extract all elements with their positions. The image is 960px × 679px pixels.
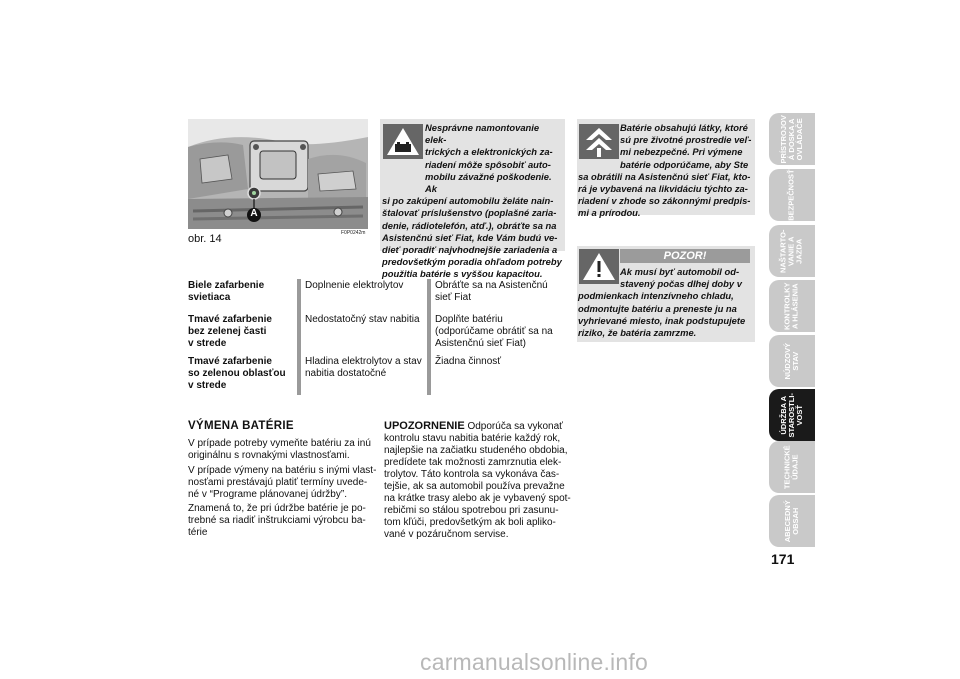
warning-line: dieť poradiť najvhodnejšie zariadenia a [382,244,558,256]
table-cell-state [188,280,264,304]
warning-line: batérie odporúčame, aby Ste [620,158,749,170]
cell-line: Žiadna činnosť [435,356,502,367]
upozornenie-paragraph [384,420,571,541]
table-cell-action [435,356,501,368]
para-line: Znamená to, že pri údržbe batérie je po- [188,503,366,514]
table-cell-action [435,314,553,350]
tab-label: KONTROLKY A HLÁSENIA [782,282,800,330]
para-line: térie [188,527,208,538]
warning-line: denie, rádiotelefón, atď.), obráťte sa na [382,219,557,231]
pozor-line: Ak musí byť automobil od- [620,266,740,277]
cell-line: Tmavé zafarbenie [188,356,272,367]
cell-line: Asistenčnú sieť Fiat) [435,338,527,349]
cell-line: nabitia dostatočné [305,368,387,379]
tab-nudzovy-stav[interactable] [769,335,815,387]
para-line: rebičmi so stálou spotrebou pri zasunu- [384,505,559,516]
para-line: trolytov. Táto kontrola sa vykonáva čas- [384,469,560,480]
section-paragraph [188,465,376,501]
para-line: né v “Programe plánovanej údržby”. [188,489,347,500]
warning-text-environment [578,122,754,220]
table-cell-meaning [305,356,422,380]
page-number: 171 [771,551,795,567]
section-title: VÝMENA BATÉRIE [188,420,294,432]
warning-text-installation [382,122,563,281]
warning-line: Nesprávne namontovanie elek- [425,122,540,146]
para-line: nosťami prestávajú platiť termíny uvede- [188,477,368,488]
warning-line: Asistenčnú sieť Fiat, kde Vám budú ve- [382,231,558,243]
cell-line: Hladina elektrolytov a stav [305,356,422,367]
warning-line: si po zakúpení automobilu želáte nain- [382,195,554,207]
tab-kontrolky[interactable] [769,280,815,332]
tab-label: BEZPEČNOSŤ [786,169,796,221]
warning-line: mi nebezpečné. Pri výmene [620,146,743,158]
warning-line: rá je vybavená na likvidáciu týchto za- [578,183,748,195]
pozor-line: podmienkach intenzívneho chladu, [578,290,734,302]
para-line: trebné sa riadiť inštrukciami výrobcu ba- [188,515,366,526]
tab-label: ÚDRŽBA A STAROSTLI- VOSŤ [778,392,805,438]
section-paragraph [188,503,366,539]
cell-line: so zelenou oblasťou [188,368,286,379]
tab-label: NAŠTARTO- VANIE A JAZDA [778,229,805,273]
cell-line: Tmavé zafarbenie [188,314,272,325]
para-line: vané v pozáručnom servise. [384,529,509,540]
cell-line: v strede [188,338,227,349]
table-cell-state [188,356,286,392]
upozornenie-label: UPOZORNENIE [384,420,465,432]
para-line: kontrolu stavu nabitia batérie každý rok, [384,433,561,444]
warning-line: mi a prírodou. [578,207,641,219]
warning-line: štalovať príslušenstvo (poplašné zaria- [382,207,557,219]
warning-line: Batérie obsahujú látky, ktoré [620,122,748,133]
warning-line: mobilu závažné poškodenie. Ak [425,170,552,195]
warning-line: riadení môže spôsobiť auto- [425,158,551,170]
tab-label: ABECEDNÝ OBSAH [782,499,800,543]
cell-line: Obráťte sa na Asistenčnú [435,280,548,291]
cell-line: Doplňte batériu [435,314,503,325]
battery-photo-drawing [188,119,368,229]
callout-label-a: A [250,208,258,219]
warning-line: použitia batérie s vyššou kapacitou. [382,268,543,280]
para-line: V prípade potreby vymeňte batériu za inú [188,438,371,449]
tab-abecedny-obsah[interactable] [769,495,815,547]
figure-code: F0P0242m [341,230,366,236]
para-line: tom kľúči, predovšetkým ak boli apliko- [384,517,556,528]
cell-line: svietiaca [188,292,231,303]
table-divider [427,279,431,395]
table-cell-action [435,280,548,304]
table-cell-meaning [305,314,420,326]
para-line: V prípade výmeny na batériu s inými vlast- [188,465,377,476]
pozor-line: odmontujte batériu a preneste ju na [578,302,737,314]
pozor-line: riziko, že batéria zamrzme. [578,327,697,339]
para-line: tejšie, ak sa automobil používa prevažne [384,481,565,492]
cell-line: Biele zafarbenie [188,280,265,291]
cell-line: bez zelenej časti [188,326,267,337]
tab-pristrojova-doska[interactable] [769,113,815,165]
section-paragraph [188,438,371,462]
tab-label: PRÍSTROJOV Á DOSKA A OVLÁDAČE [778,114,805,164]
table-cell-state [188,314,272,350]
table-divider [297,279,301,395]
pozor-line: vyhrievané miesto, inak podstupujete [578,314,746,326]
tab-udrzba[interactable] [769,389,815,441]
figure-caption: obr. 14 [188,233,222,245]
warning-line: sa obrátili na Asistenčnú sieť Fiat, kto- [578,170,751,182]
para-line: originálnu s rovnakými vlastnosťami. [188,450,350,461]
upozornenie-first-line [384,420,571,433]
tab-label: NÚDZOVÝ STAV [782,342,800,380]
cell-line: Doplnenie elektrolytov [305,280,404,291]
tab-label: TECHNICKÉ ÚDAJE [782,445,800,489]
tab-technicke-udaje[interactable] [769,441,815,493]
warning-line: riadení v zhode so zákonnými predpis- [578,195,751,207]
cell-line: (odporúčame obrátiť sa na [435,326,553,337]
cell-line: sieť Fiat [435,292,471,303]
warning-line: trických a elektronických za- [425,146,553,158]
pozor-line: stavený počas dlhej doby v [620,278,742,290]
warning-line: predovšetkým poradia ohľadom potreby [382,256,562,268]
para-line: predídete tak možnosti zamrznutia elek- [384,457,562,468]
engine-bay-photo [188,119,368,229]
pozor-text [578,266,754,339]
para-line: najlepšie na začiatku studeného obdobia, [384,445,568,456]
table-cell-meaning [305,280,403,292]
para-line: na krátke trasy alebo ak je vybavený spot- [384,493,571,504]
watermark-text: carmanualsonline.info [420,649,648,675]
pozor-header-label: POZOR! [663,250,707,262]
cell-line: v strede [188,380,227,391]
cell-line: Nedostatočný stav nabitia [305,314,420,325]
pozor-header [620,249,750,263]
upozornenie-first-text: Odporúča sa vykonať [464,421,563,432]
tab-nastartovanie[interactable] [769,225,815,277]
warning-line: sú pre životné prostredie veľ- [620,134,752,146]
tab-bezpecnost[interactable] [769,169,815,221]
